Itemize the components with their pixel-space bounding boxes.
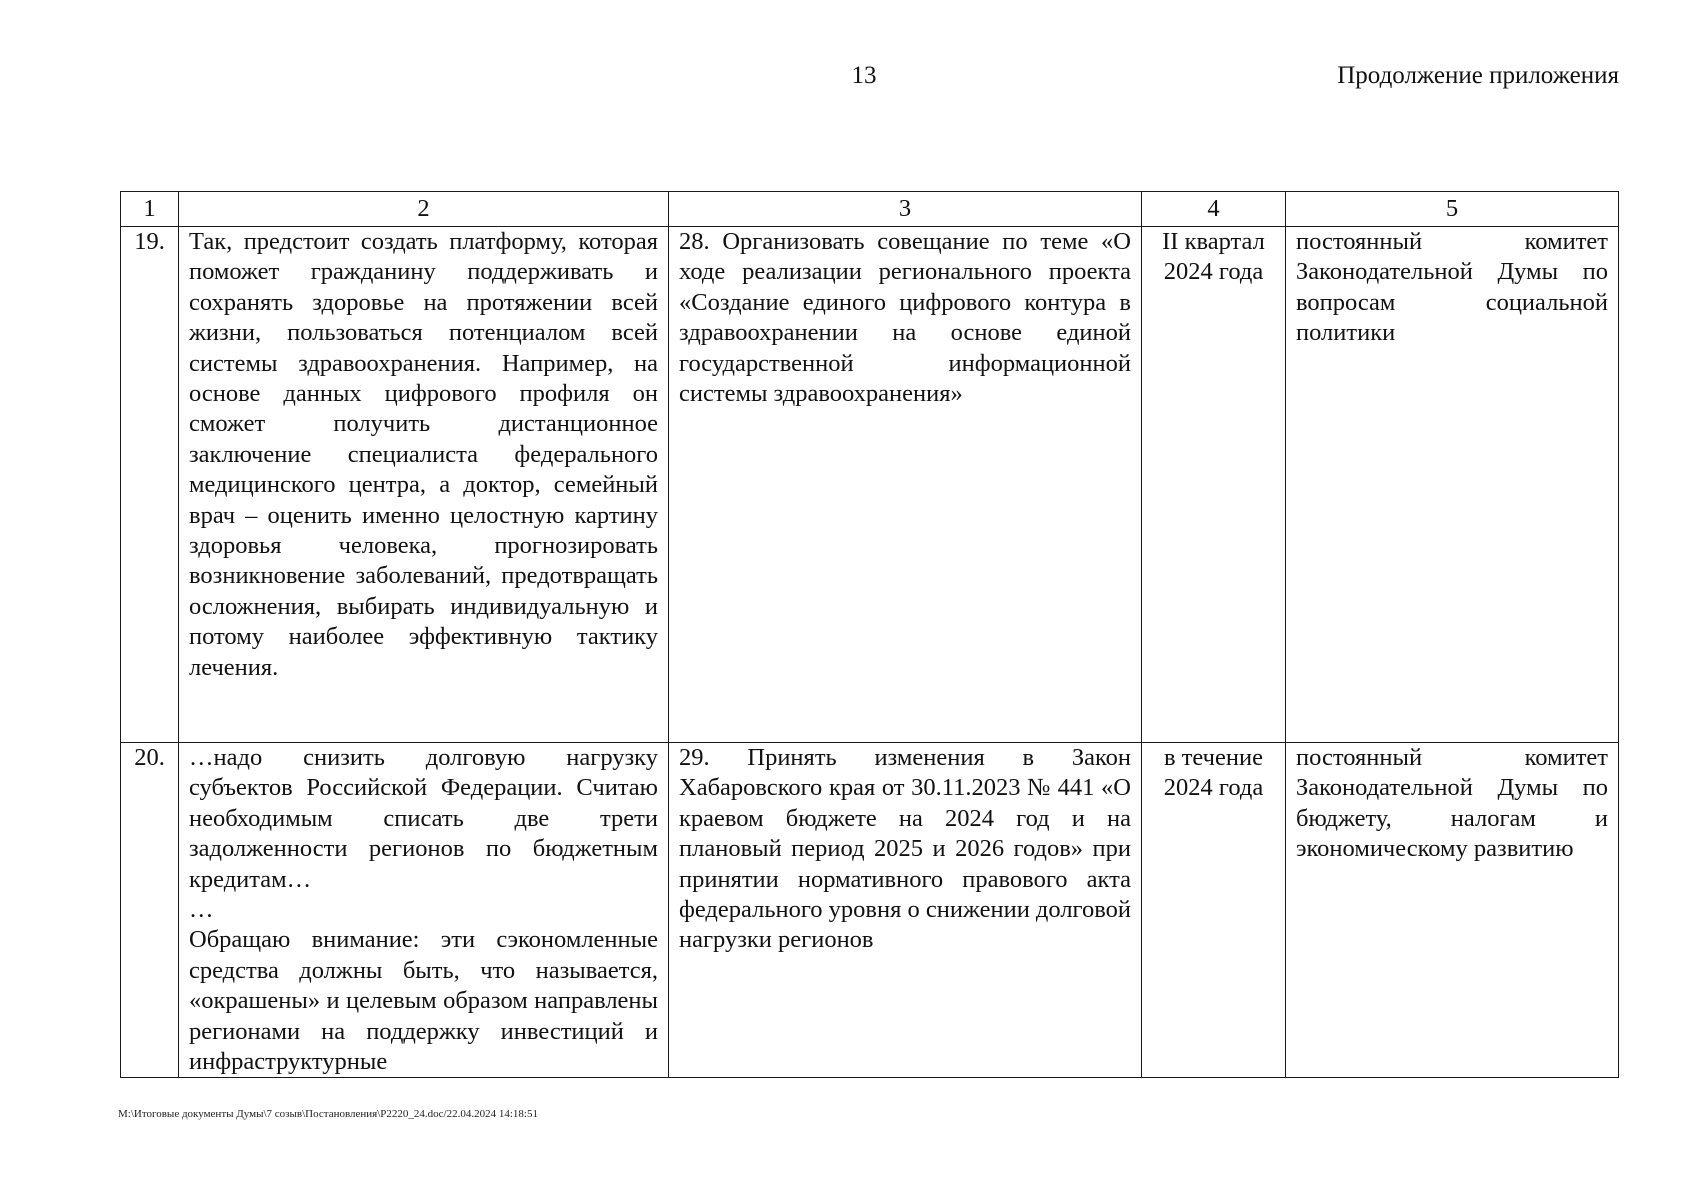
responsible-cell: постоянный комитет Законодательной Думы по вопросам социальной политики xyxy=(1286,227,1619,743)
page-number: 13 xyxy=(851,62,877,89)
message-quote-cell: Так, предстоит создать платформу, которая поможет гражданину поддерживать и сохранять здоровье на протяжении всей жизни, пользоваться потенциалом всей системы здравоохранения. Например, на основе данных цифрового профиля он сможет получить дистанционное заключение специалиста федерального медицинского центра, а доктор, семейный врач – оценить именно целостную картину здоровья человека, прогнозировать возникновение заболеваний, предотвращать осложнения, выбирать индивидуальную и потому наиболее эффективную тактику лечения. xyxy=(179,227,669,743)
row-number: 19. xyxy=(121,227,179,743)
table-row xyxy=(121,743,1619,1078)
column-header-3: 3 xyxy=(669,192,1142,227)
responsible-cell: постоянный комитет Законодательной Думы по бюджету, налогам и экономическому развитию xyxy=(1286,743,1619,1078)
quote-paragraph: …надо снизить долговую нагрузку субъектов Российской Федерации. Считаю необходимым списать две трети задолженности регионов по бюджетным кредитам… xyxy=(189,744,658,893)
document-path-footer: M:\Итоговые документы Думы\7 созыв\Постановления\P2220_24.doc/22.04.2024 14:18:51 xyxy=(118,1108,538,1120)
column-header-4: 4 xyxy=(1142,192,1286,227)
column-header-2: 2 xyxy=(179,192,669,227)
column-header-1: 1 xyxy=(121,192,179,227)
quote-ellipsis: … xyxy=(189,896,214,924)
table-row xyxy=(121,227,1619,743)
term-cell: II квартал 2024 года xyxy=(1142,227,1286,743)
message-quote-cell xyxy=(179,743,669,1078)
row-number: 20. xyxy=(121,743,179,1078)
quote-paragraph: Обращаю внимание: эти сэкономленные средства должны быть, что называется, «окрашены» и целевым образом направлены регионами на поддержку инвестиций и инфраструктурные xyxy=(189,926,658,1076)
action-cell: 29. Принять изменения в Закон Хабаровского края от 30.11.2023 № 441 «О краевом бюджете на 2024 год и на плановый период 2025 и 2026 годов» при принятии нормативного правового акта федерального уровня о снижении долговой нагрузки регионов xyxy=(669,743,1142,1078)
appendix-table xyxy=(120,191,1619,1078)
table-header-row xyxy=(121,192,1619,227)
term-cell: в течение 2024 года xyxy=(1142,743,1286,1078)
column-header-5: 5 xyxy=(1286,192,1619,227)
action-cell: 28. Организовать совещание по теме «О ходе реализации регионального проекта «Создание единого цифрового контура в здравоохранении на основе единой государственной информационной системы здравоохранения» xyxy=(669,227,1142,743)
continuation-label: Продолжение приложения xyxy=(1337,62,1619,89)
